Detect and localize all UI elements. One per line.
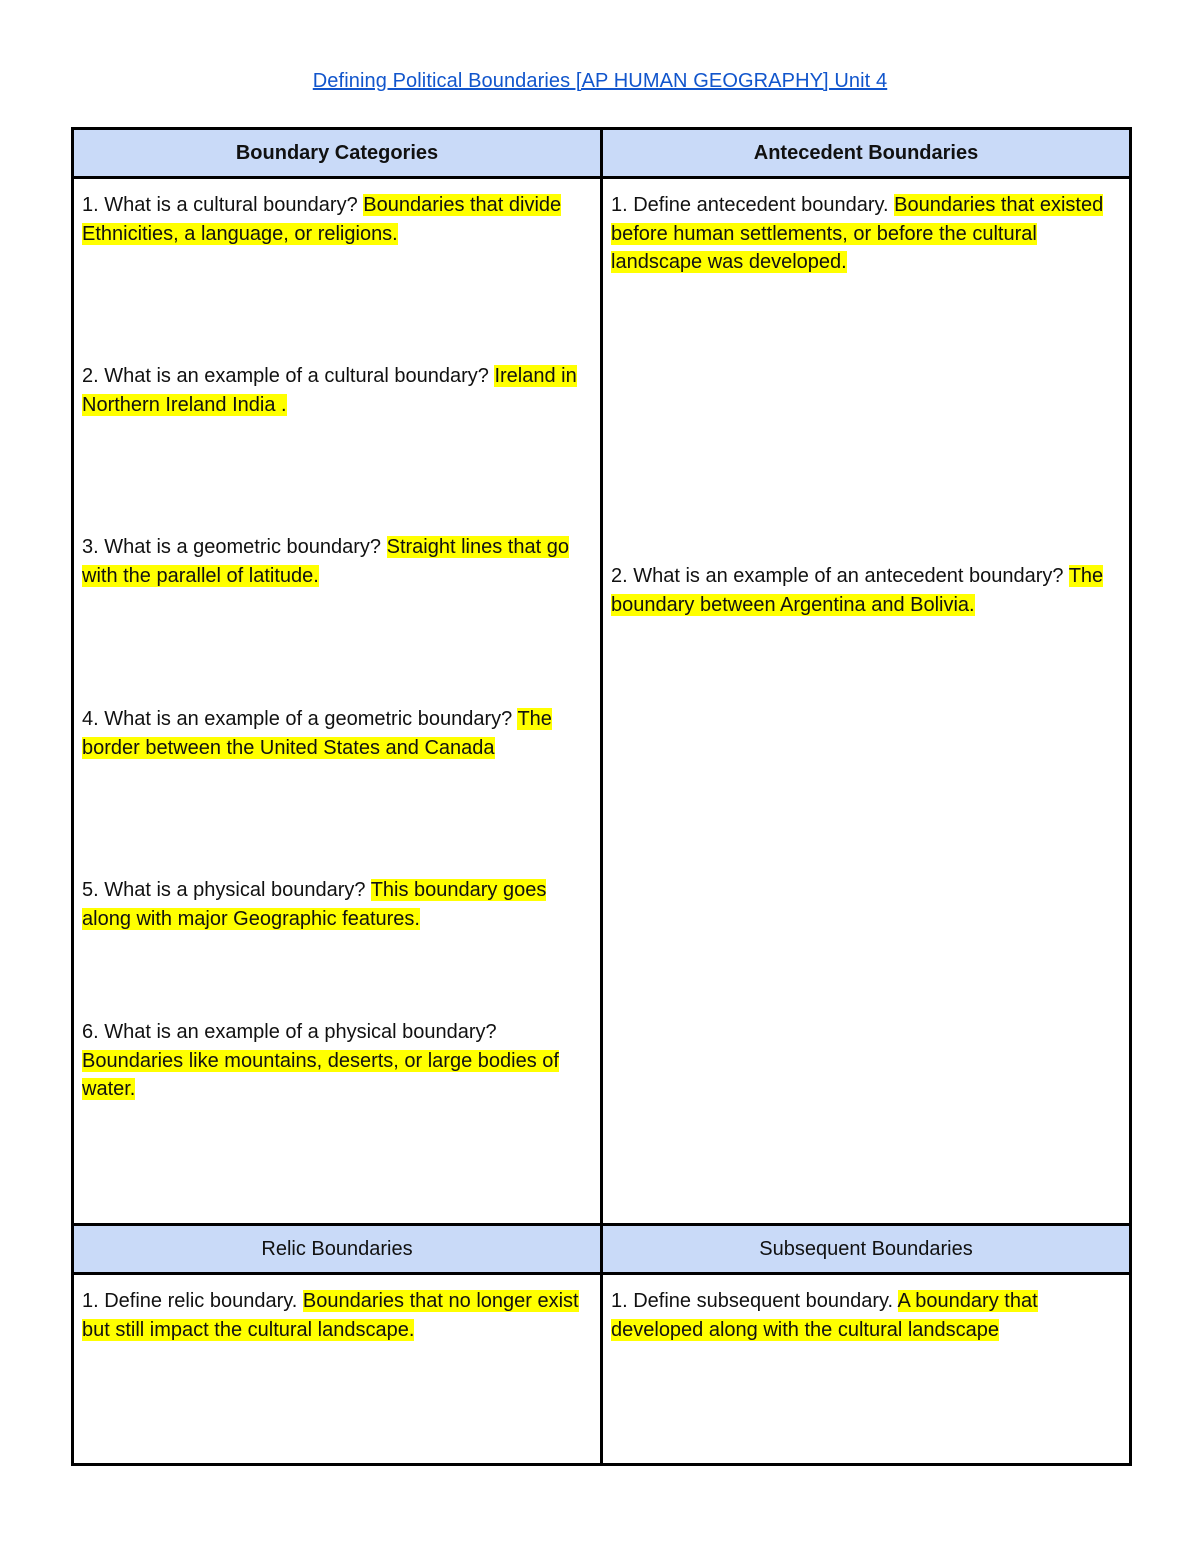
- subsequent-boundaries-cell: [602, 1274, 1131, 1465]
- question-item: [82, 533, 590, 590]
- antecedent-boundaries-body: [603, 179, 1129, 1223]
- header-subsequent-boundaries: [602, 1225, 1131, 1274]
- answer-text: A boundary that developed along with the cultural landscape: [611, 1290, 1038, 1341]
- question-item: [82, 191, 590, 248]
- question-text: 2. What is an example of an antecedent boundary?: [611, 565, 1069, 587]
- question-item: [611, 562, 1119, 619]
- question-item: [82, 362, 590, 419]
- question-text: 1. Define subsequent boundary.: [611, 1290, 898, 1312]
- answer-text: Boundaries that existed before human settlements, or before the cultural landscape was developed.: [611, 194, 1104, 273]
- document-title[interactable]: Defining Political Boundaries [AP HUMAN GEOGRAPHY] Unit 4: [312, 70, 888, 92]
- subsequent-boundaries-body: [603, 1275, 1129, 1463]
- answer-text: Straight lines that go with the parallel of latitude.: [82, 536, 569, 587]
- question-item: [82, 705, 590, 762]
- header-label: Relic Boundaries: [261, 1238, 413, 1260]
- answer-text: This boundary goes along with major Geographic features.: [82, 879, 547, 930]
- question-text: 3. What is a geometric boundary?: [82, 536, 387, 558]
- header-label: Antecedent Boundaries: [753, 142, 979, 164]
- question-item: [611, 1287, 1119, 1344]
- boundary-categories-body: [74, 179, 600, 1223]
- header-antecedent-boundaries: [602, 129, 1131, 178]
- header-label: Boundary Categories: [235, 142, 439, 164]
- antecedent-boundaries-cell: [602, 178, 1131, 1225]
- boundary-categories-cell: [73, 178, 602, 1225]
- question-text: 5. What is a physical boundary?: [82, 879, 371, 901]
- answer-text: Ireland in Northern Ireland India .: [82, 365, 577, 416]
- relic-boundaries-cell: [73, 1274, 602, 1465]
- question-text: 1. Define relic boundary.: [82, 1290, 303, 1312]
- question-text: 4. What is an example of a geometric boundary?: [82, 708, 518, 730]
- question-item: [611, 191, 1119, 277]
- relic-boundaries-body: [74, 1275, 600, 1463]
- question-text: 1. What is a cultural boundary?: [82, 194, 364, 216]
- answer-text: Boundaries that no longer exist but still impact the cultural landscape.: [82, 1290, 579, 1341]
- answer-text: The border between the United States and Canada: [82, 708, 552, 759]
- header-relic-boundaries: [73, 1225, 602, 1274]
- worksheet-table: [71, 127, 1132, 1466]
- question-text: 2. What is an example of a cultural boundary?: [82, 365, 495, 387]
- question-text: 6. What is an example of a physical boundary?: [82, 1021, 497, 1043]
- header-label: Subsequent Boundaries: [759, 1238, 973, 1260]
- header-boundary-categories: [73, 129, 602, 178]
- question-item: [82, 876, 590, 933]
- question-text: 1. Define antecedent boundary.: [611, 194, 895, 216]
- answer-text: The boundary between Argentina and Bolivia.: [611, 565, 1104, 616]
- answer-text: Boundaries like mountains, deserts, or large bodies of water.: [82, 1049, 559, 1100]
- question-item: [82, 1287, 590, 1344]
- question-item: [82, 1018, 590, 1104]
- answer-text: Boundaries that divide Ethnicities, a language, or religions.: [82, 194, 562, 245]
